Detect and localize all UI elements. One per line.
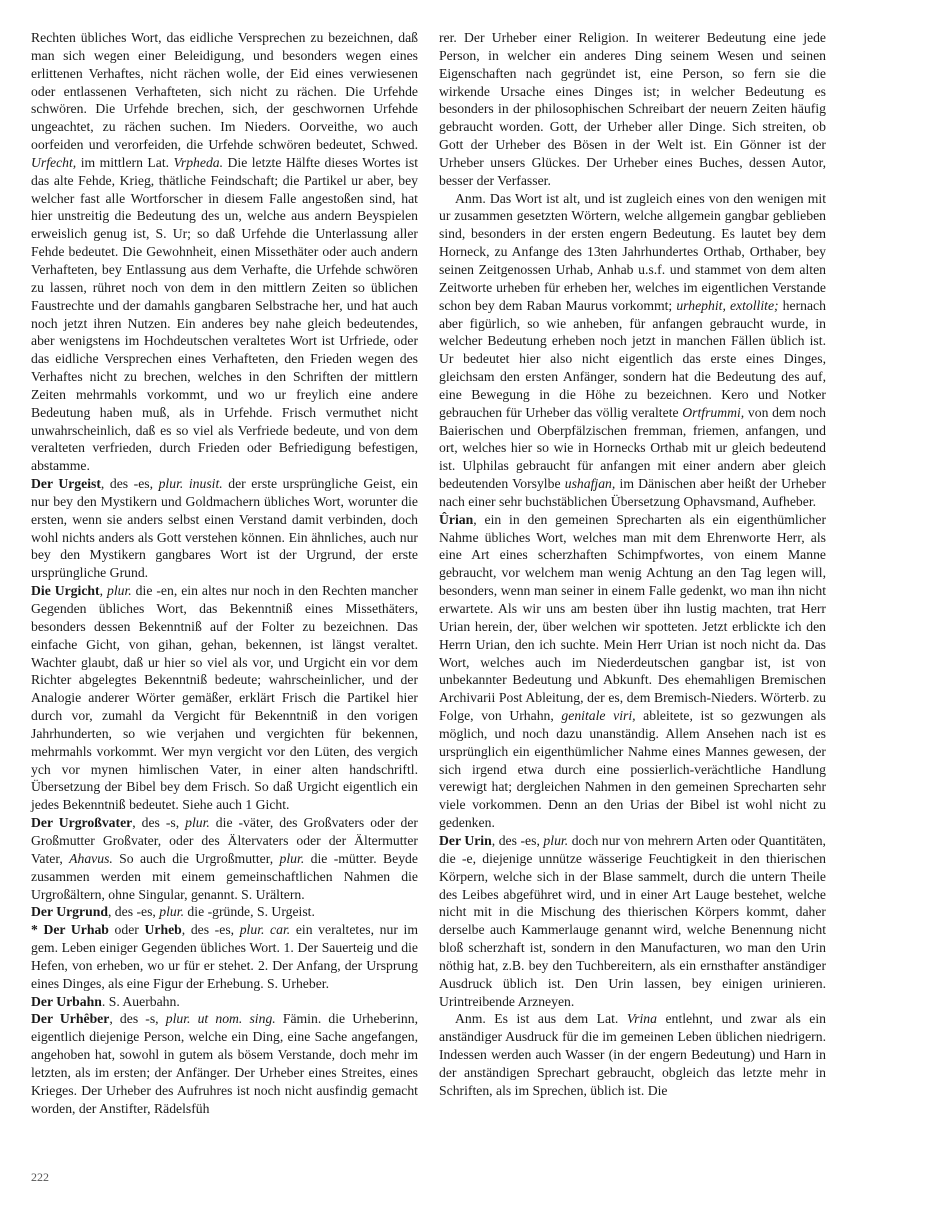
entry-text: rer. Der Urheber einer Religion. In weiterer Bedeutung eine jede Person, in welcher ein anderes Ding seinem Wesen und seinen Eigenschaften nach gegründet ist, eine Person, so fern sie die wirkende Ursache eines Dinges ist; in welcher Bedeutung es besonders in der philosophischen Schreibart der neuern Zeiten häufig gebraucht worden. Gott, der Urheber aller Dinge. Sich streiten, ob Gott der Urheber des Bösen in der Welt ist. Ein Gönner ist der Urheber unsers Glückes. Der Urheber eines Buches, dessen Autor, besser der Verfasser.	[439, 30, 826, 188]
entry-text: , des -es,	[100, 476, 159, 492]
entry-text: im Dänischen aber heißt der Urheber nach einer sehr buchstäblichen Übersetzung Ophavsmand, Aufheber.	[439, 476, 826, 509]
entry-text: ein veraltetes, nur im gem. Leben einiger Gegenden übliches Wort. 1. Der Sauerteig und die Hefen, von erheben, wo ur für er stehet. 2. Der Anfang, der Ursprung eines Dinges, als eine Figur der Erhebung. S. Urheber.	[31, 922, 418, 991]
dictionary-entry	[31, 814, 418, 903]
entry-text: die -mütter. Beyde zusammen werden mit einem gemeinschaftlichen Nahmen die Urgroßältern, ohne Singular, genannt. S. Urältern.	[31, 850, 418, 902]
dictionary-entry	[439, 1010, 826, 1099]
entry-text: Anm. Es ist aus dem Lat.	[455, 1011, 627, 1027]
entry-text: . S. Auerbahn.	[101, 993, 180, 1009]
italic-term: Vrina	[626, 1011, 657, 1027]
dictionary-entry	[31, 993, 418, 1011]
entry-text: im mittlern Lat.	[76, 154, 174, 170]
entry-headword: Der Urbahn	[31, 993, 102, 1009]
entry-text: entlehnt, und zwar als ein anständiger Ausdruck für die im gemeinen Leben üblichen niedrigern. Indessen werden auch Wasser (in der engern Bedeutung) und Harn in der anständigen Sprechart gebraucht, obgleich das letzte mehr in Schriften, als im Sprechen, üblich ist. Die	[439, 1011, 826, 1098]
entry-headword: Der Urgroßvater	[31, 815, 133, 831]
entry-text: die -gründe, S. Urgeist.	[184, 904, 315, 920]
italic-term: ushafjan,	[564, 476, 616, 492]
entry-headword: Der Urgrund	[31, 904, 108, 920]
dictionary-entry	[439, 190, 826, 511]
entry-text: hernach aber figürlich, so wie anheben, für anfangen gebraucht wurde, in welcher Bedeutung erheben noch jetzt in manchen Fällen üblich ist. Ur bedeutet hier also nicht eigentlich das erste eines Dinges, gleichsam den ersten Anfänger, sondern hat die Bedeutung des auf, eine Bewegung in die Höhe zu bezeichnen. Kero und Notker gebrauchen für Urheber das völlig veraltete	[439, 297, 826, 420]
entry-headword: Die Urgicht	[31, 583, 100, 599]
entry-text: doch nur von mehrern Arten oder Quantitäten, die -e, diejenige unnütze wässerige Feuchtigkeit in den thierischen Körpern, welche sich in der Blase sammelt, durch die untern Theile des Leibes abgeführet wird, und in einer Art Lauge bestehet, welche nicht mit in die Mischung des thierischen Körpers kommt, daher derselbe auch Kammerlauge genannt wird, welche Benennung nicht bloß scherzhaft ist, sondern in den Manufacturen, wo man den Urin nöthig hat, z.B. bey den Tuchbereitern, als ein ernsthafter anständiger Ausdruck üblich ist. Den Urin lassen, bey einigen urinieren. Urintreibende Arzneyen.	[439, 832, 826, 1009]
entry-text: Anm. Das Wort ist alt, und ist zugleich eines von den wenigen mit ur zusammen gesetzten Wörtern, welche allgemein gangbar geblieben sind, besonders in der ersten engern Bedeutung. Es lautet bey dem Horneck, zu Anfange des 13ten Jahrhundertes Orthab, Orthaber, bey seinen Zeitgenossen Urhab, Anhab u.s.f. und stammet von dem alten Zeitworte urheben für erheben her, welches im eigentlichen Verstande schon bey dem Raban Maurus vorkommt;	[439, 190, 826, 313]
italic-term: plur.	[159, 904, 184, 920]
dictionary-entry	[31, 903, 418, 921]
entry-headword: Der Urin	[439, 832, 492, 848]
italic-term: urhephit, extollite;	[676, 297, 779, 313]
entry-text: , des -s,	[109, 1011, 166, 1027]
dictionary-entry	[31, 921, 418, 992]
italic-term: Ahavus.	[69, 850, 113, 866]
dictionary-entry	[31, 1010, 418, 1117]
entry-text: die -en, ein altes nur noch in den Rechten mancher Gegenden übliches Wort, das Bekenntniß eines Missethäters, besonders dessen Bekenntniß auf der Folter zu bezeichnen. Das einfache Gicht, von gihan, gehan, bekennen, ist längst veraltet. Wachter glaubt, daß ur hier so viel als vor, und Urgicht ein vor dem Richter abgelegtes Bekenntniß bedeute; wahrscheinlicher, und der Analogie anderer Wörter gemäßer, erklärt Frisch die Partikel hier durch vor, zumahl da Vergicht für Bekenntniß in den vorigen Jahrhunderten, so wie verjahen und vergichten für bekennen, mehrmahls vorkommt. Wer myn vergicht vor den Lüten, des vergich ych vor mynen himlischen Vater, in einer alten handschriftl. Übersetzung der Bibel bey dem Frisch. So daß Urgicht eigentlich ein jedes Bekenntniß bedeutet. Siehe auch 1 Gicht.	[31, 583, 419, 813]
entry-text: ableitete, ist so gezwungen als möglich, und noch dazu unanständig. Allem Ansehen nach ist es ursprünglich ein eigenthümlicher Nahme eines Mannes gewesen, der sich irgend etwa durch eine possierlich-verächtliche Handlung verewigt hat; dergleichen Nahmen in den gemeinen Sprecharten sehr viele vorkommen. Denn an den Urias der Bibel ist wohl nicht zu gedenken.	[439, 708, 826, 831]
entry-text: die -väter, des Großvaters oder der Großmutter Großvater, oder des Ältervaters oder der Ältermutter Vater,	[31, 815, 418, 866]
italic-term: Vrpheda.	[173, 154, 224, 170]
italic-term: plur. ut nom. sing.	[165, 1011, 276, 1027]
entry-text: , des -es,	[491, 832, 544, 848]
entry-text: von dem noch Baierischen und Oberpfälzischen fremman, friemen, anfangen, und ort, welches hier so wie in Hornecks Orthab mit ur gleich bedeutend ist. Ulphilas gebraucht für anfangen mit einer andern aber gleich bedeutenden Vorsylbe	[439, 404, 826, 492]
italic-term: plur. car.	[239, 922, 291, 938]
italic-term: plur.	[279, 850, 305, 866]
italic-term: plur. inusit.	[158, 476, 223, 492]
entry-headword: Urheb	[144, 922, 182, 938]
page-number: 222	[31, 1170, 49, 1184]
right-column	[439, 29, 826, 1100]
italic-term: plur.	[185, 815, 210, 831]
dictionary-entry	[439, 29, 826, 190]
left-column	[31, 29, 418, 1117]
entry-text: der erste ursprüngliche Geist, ein nur bey den Mystikern und Goldmachern übliches Wort, worunter die ersten, wenn sie anders selbst einen Verstand damit verbinden, doch wohl nichts anders als Gott verstehen können. Ein ähnliches, auch nur bey den Mystikern gangbares Wort ist der Urgrund, der erste ursprüngliche Grund.	[31, 476, 418, 581]
italic-term: plur.	[106, 583, 132, 599]
entry-headword: Ûrian	[439, 511, 474, 527]
dictionary-entry	[31, 475, 418, 582]
italic-term: genitale viri,	[561, 708, 636, 724]
entry-headword: * Der Urhab	[31, 922, 109, 938]
entry-text: ,	[99, 583, 107, 599]
entry-text: oder	[108, 922, 145, 938]
italic-term: Ortfrummi,	[682, 404, 745, 420]
entry-text: , des -s,	[132, 815, 186, 831]
dictionary-entry	[439, 511, 826, 832]
italic-term: Urfecht,	[31, 154, 77, 170]
entry-headword: Der Urhêber	[31, 1011, 110, 1027]
entry-text: , des -es,	[181, 922, 240, 938]
entry-text: , des -es,	[107, 904, 160, 920]
dictionary-entry	[31, 29, 418, 475]
entry-text: Die letzte Hälfte dieses Wortes ist das alte Fehde, Krieg, thätliche Feindschaft; die Partikel ur aber, bey welcher fast alle Wortforscher in diesem Falle angestoßen sind, hat hier unstreitig die Bedeutung des un, welche aus andern Beyspielen erweislich genug ist, S. Ur; so daß Urfehde die Unterlassung aller Fehde bedeutet. Die Gewohnheit, einen Missethäter oder auch andern Verhafteten, bey Entlassung aus dem Verhafte, die Urfehde schwören zu lassen, rühret noch von dem in den mittlern Zeiten so üblichen Faustrechte und der damahls gangbaren Selbstrache her, und hat auch noch jetzt ihren Nutzen. Ein anderes bey nahe gleich bedeutendes, aber wenigstens im Hochdeutschen veraltetes Wort ist Urfriede, oder das eidliche Versprechen eines Verhafteten, den Frieden wegen des Verhaftes nicht zu brechen, welches in den Schriften der mittlern Zeiten mehrmahls vorkommt, und wo ur freylich eine andere Bedeutung haben muß, als in Urfehde. Frisch vermuthet nicht unwahrscheinlich, daß es so viel als Verfriede bedeute, und von dem veralteten verfrieden, durch Frieden oder Befriedigung befestigen, abstamme.	[31, 154, 418, 474]
entry-text: Fämin. die Urheberinn, eigentlich diejenige Person, welche ein Ding, eine Sache angefangen, angehoben hat, sowohl in gutem als bösem Verstande, doch mehr im letzten, als im ersten; der Anfänger. Der Urheber eines Streites, eines Krieges. Der Urheber des Aufruhres ist noch nicht ausfindig gemacht worden, der Anstifter, Rädelsfüh	[31, 1011, 418, 1116]
entry-text: , ein in den gemeinen Sprecharten als ein eigenthümlicher Nahme übliches Wort, welches man mit dem Ehrenworte Herr, als eine Art eines scherzhaften Schimpfwortes, von einem Manne gebraucht, vor welchem man wenig Achtung an den Tag legen will, besonders, wenn man seiner in einem Falle gedenkt, wo man ihn nicht erwartete. Als wir uns am besten über ihn lustig machten, trat Herr Urian herein, der, über welchen wir spotteten. Jetzt erblickte ich den Herrn Urian, den ich suchte. Mein Herr Urian ist noch nicht da. Das Wort, welches auch im Niederdeutschen gangbar ist, ist von unbekannter Bedeutung und Abkunft. Des ehemahligen Bremischen Archivarii Post Ableitung, der es, dem Bremisch-Nieders. Wörterb. zu Folge, von Urhahn,	[439, 511, 826, 724]
entry-headword: Der Urgeist	[31, 476, 101, 492]
entry-text: Rechten übliches Wort, das eidliche Versprechen zu bezeichnen, daß man sich wegen einer Beleidigung, und besonders wegen eines erlittenen Verhaftes, nicht rächen wolle, der Eid eines verwiesenen oder entlassenen Verhafteten, sich nicht zu rächen. Die Urfehde schwören. Die Urfehde brechen, sich, der geschwornen Urfehde ungeachtet, zu rächen suchen. Im Nieders. Oorveithe, wo auch oorfeiden und verorfeiden, die Urfehde schwören bedeutet, Schwed.	[31, 30, 418, 153]
entry-text: So auch die Urgroßmutter,	[112, 850, 280, 866]
dictionary-entry	[31, 582, 418, 814]
italic-term: plur.	[543, 832, 569, 848]
dictionary-entry	[439, 832, 826, 1010]
